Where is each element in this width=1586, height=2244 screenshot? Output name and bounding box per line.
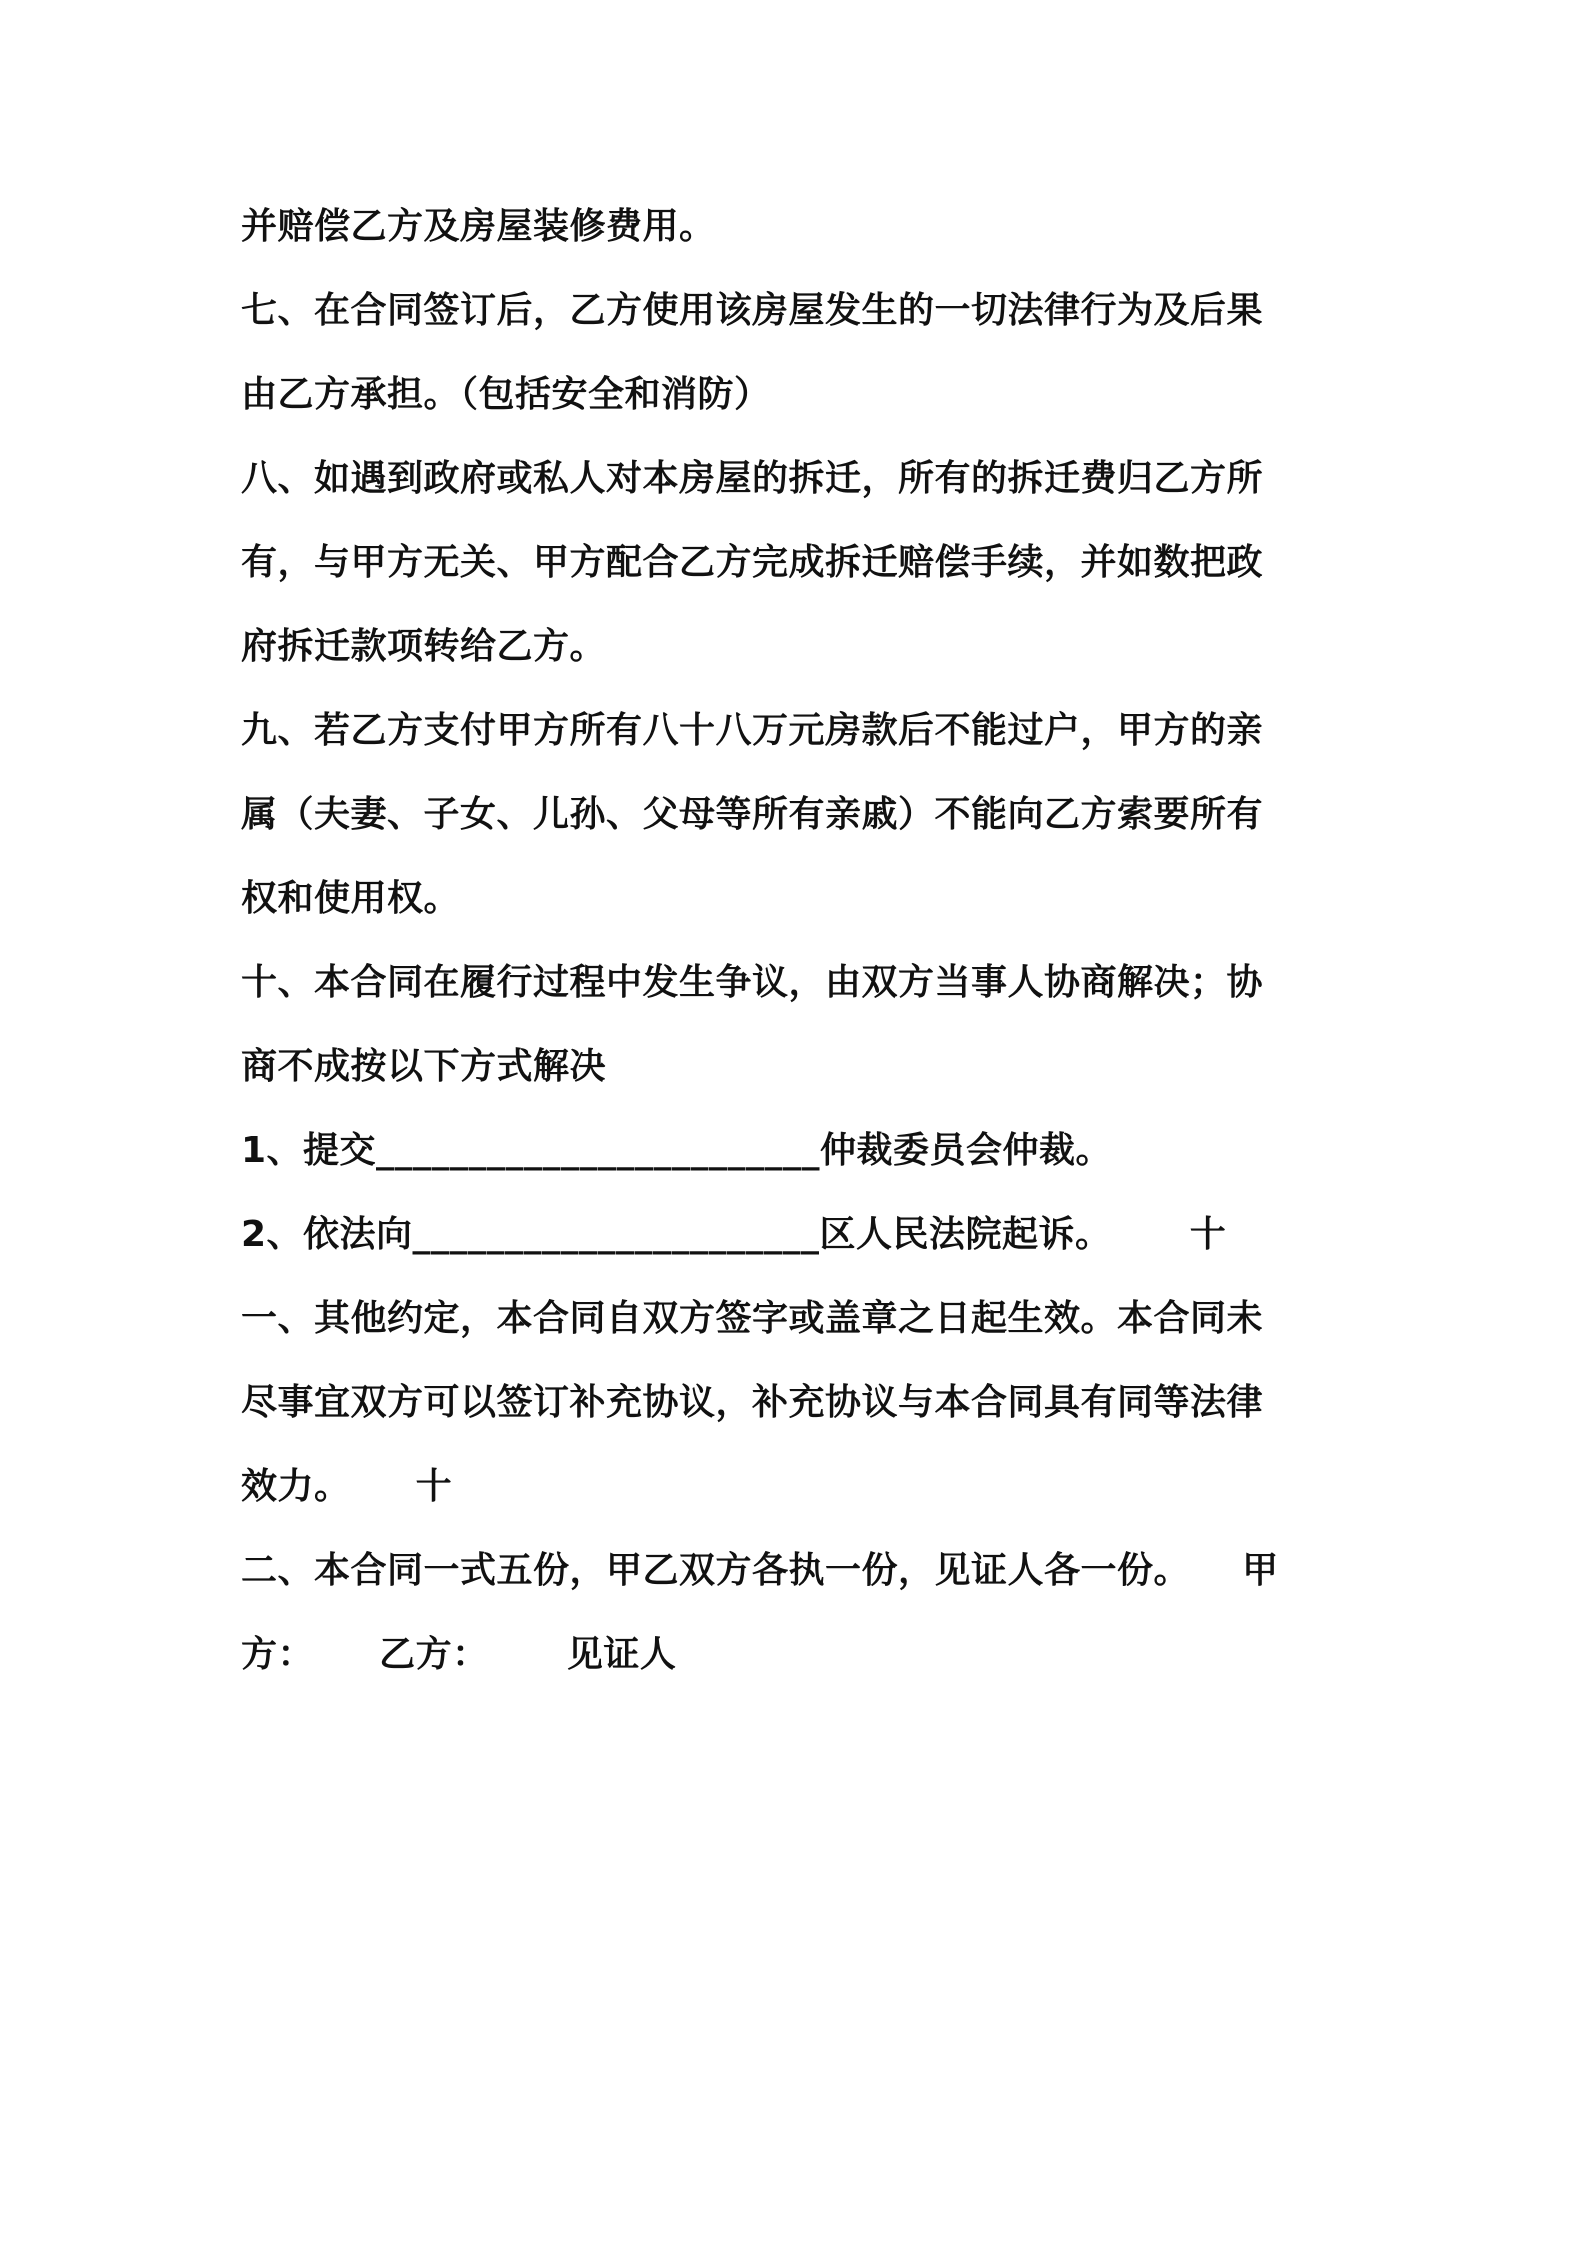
text-line-16: 效力。 十: [241, 1466, 453, 1507]
text-line-6: 府拆迁款项转给乙方。: [241, 626, 607, 667]
text-line-11: 商不成按以下方式解决: [241, 1046, 607, 1087]
text-line-18: 方： 乙方： 见证人: [241, 1634, 677, 1675]
text-line-5: 有，与甲方无关、甲方配合乙方完成拆迁赔偿手续，并如数把政: [241, 542, 1264, 583]
text-line-9: 权和使用权。: [241, 878, 461, 919]
text-line-3: 由乙方承担。（包括安全和消防）: [241, 374, 771, 415]
text-line-12: 1、提交________________________仲裁委员会仲裁。: [241, 1130, 1113, 1171]
text-line-14: 一、其他约定，本合同自双方签字或盖章之日起生效。本合同未: [241, 1298, 1264, 1339]
text-line-8: 属（夫妻、子女、儿孙、父母等所有亲戚）不能向乙方索要所有: [241, 794, 1264, 835]
text-line-10: 十、本合同在履行过程中发生争议，由双方当事人协商解决；协: [241, 962, 1264, 1003]
text-line-1: 并赔偿乙方及房屋装修费用。: [241, 206, 716, 247]
text-line-2: 七、在合同签订后，乙方使用该房屋发生的一切法律行为及后果: [241, 290, 1264, 331]
text-line-7: 九、若乙方支付甲方所有八十八万元房款后不能过户，甲方的亲: [241, 710, 1264, 751]
text-line-15: 尽事宜双方可以签订补充协议，补充协议与本合同具有同等法律: [241, 1382, 1264, 1423]
text-line-17: 二、本合同一式五份，甲乙双方各执一份，见证人各一份。 甲: [241, 1550, 1279, 1591]
text-line-13: 2、依法向______________________区人民法院起诉。 十: [241, 1214, 1227, 1255]
text-line-4: 八、如遇到政府或私人对本房屋的拆迁，所有的拆迁费归乙方所: [241, 458, 1264, 499]
